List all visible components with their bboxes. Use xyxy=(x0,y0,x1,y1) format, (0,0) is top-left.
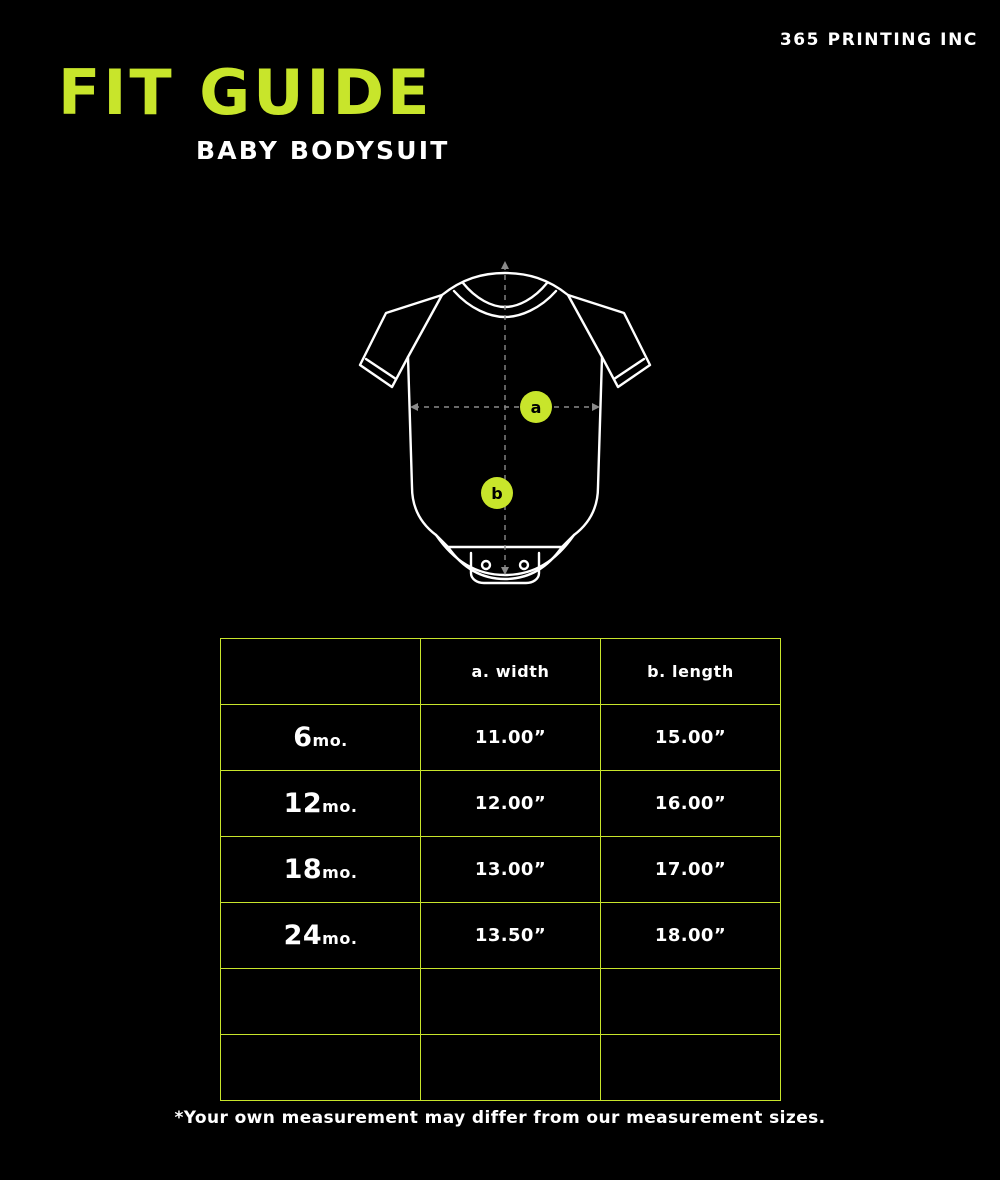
size-number: 24 xyxy=(283,920,323,951)
size-number: 18 xyxy=(283,854,323,885)
cell-length: 17.00” xyxy=(601,837,781,903)
cell-size xyxy=(221,1035,421,1101)
size-unit: mo. xyxy=(322,797,358,816)
cell-width xyxy=(421,969,601,1035)
marker-a-label: a xyxy=(530,398,542,417)
table-row xyxy=(221,903,781,969)
cell-size xyxy=(221,837,421,903)
table-row xyxy=(221,771,781,837)
table-row xyxy=(221,705,781,771)
table-row xyxy=(221,969,781,1035)
cell-length xyxy=(601,969,781,1035)
cell-width: 13.00” xyxy=(421,837,601,903)
page-title: FIT GUIDE xyxy=(58,56,433,129)
footnote: *Your own measurement may differ from our measurement sizes. xyxy=(174,1108,826,1128)
header-width: a. width xyxy=(421,639,601,705)
page-title-block xyxy=(58,56,450,166)
cell-length: 18.00” xyxy=(601,903,781,969)
page-subtitle: BABY BODYSUIT xyxy=(196,136,450,165)
cell-width: 13.50” xyxy=(421,903,601,969)
cell-length: 15.00” xyxy=(601,705,781,771)
cell-size xyxy=(221,705,421,771)
table-row xyxy=(221,1035,781,1101)
cell-width xyxy=(421,1035,601,1101)
brand-name: 365 PRINTING INC xyxy=(779,30,978,50)
bodysuit-illustration xyxy=(330,235,680,595)
cell-size xyxy=(221,969,421,1035)
table-header-row xyxy=(221,639,781,705)
cell-width: 11.00” xyxy=(421,705,601,771)
cell-size xyxy=(221,771,421,837)
table-row xyxy=(221,837,781,903)
size-number: 12 xyxy=(283,788,323,819)
cell-size xyxy=(221,903,421,969)
size-unit: mo. xyxy=(312,731,348,750)
size-unit: mo. xyxy=(322,929,358,948)
size-chart-table xyxy=(220,638,781,1101)
size-unit: mo. xyxy=(322,863,358,882)
header-length: b. length xyxy=(601,639,781,705)
header-size xyxy=(221,639,421,705)
size-number: 6 xyxy=(293,722,313,753)
marker-b-label: b xyxy=(491,484,503,503)
cell-length xyxy=(601,1035,781,1101)
cell-width: 12.00” xyxy=(421,771,601,837)
cell-length: 16.00” xyxy=(601,771,781,837)
